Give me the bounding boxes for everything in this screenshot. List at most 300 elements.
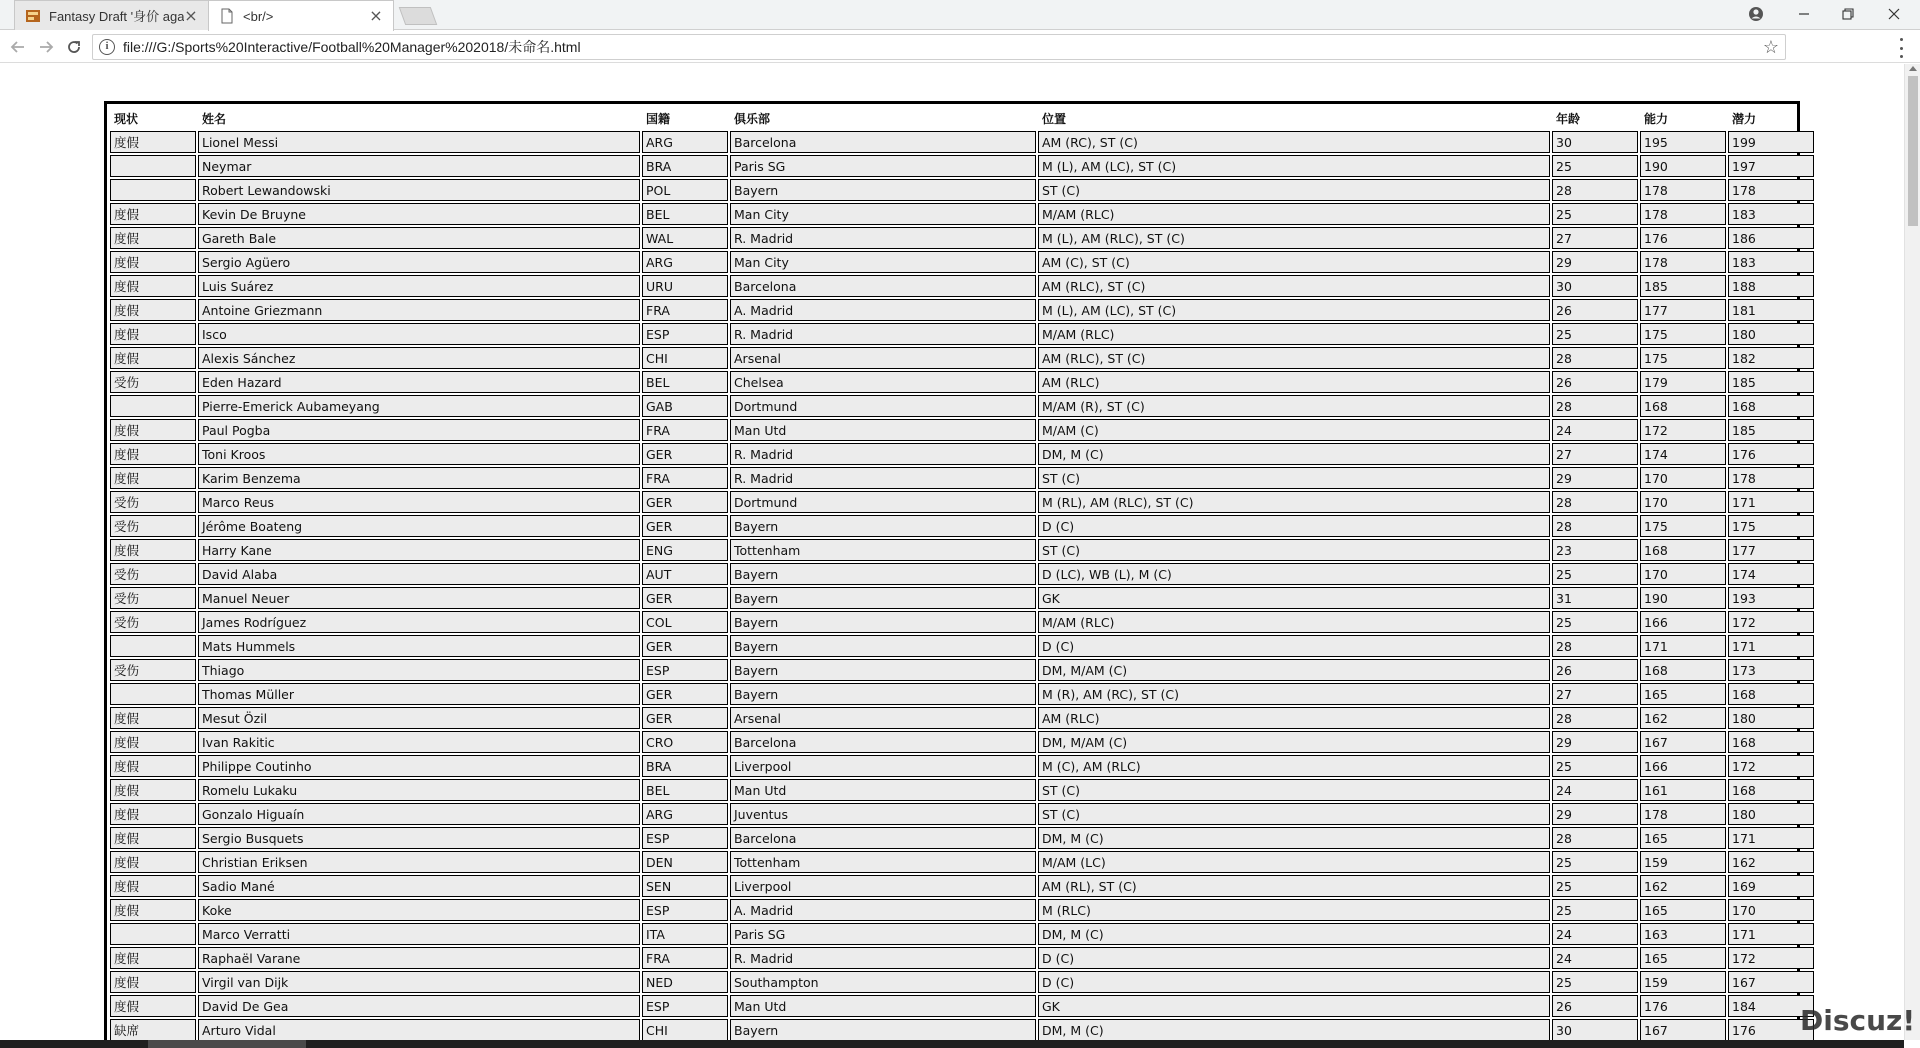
tab-current-page[interactable] (208, 0, 394, 31)
cell-club: Arsenal (730, 347, 1036, 369)
cell-age: 23 (1552, 539, 1638, 561)
cell-name: Isco (198, 323, 640, 345)
cell-age: 29 (1552, 803, 1638, 825)
cell-club: Paris SG (730, 155, 1036, 177)
cell-club: Bayern (730, 611, 1036, 633)
cell-name: Harry Kane (198, 539, 640, 561)
cell-age: 29 (1552, 467, 1638, 489)
table-row (110, 995, 1814, 1017)
scroll-up-icon[interactable] (1909, 66, 1917, 71)
cell-potential: 175 (1728, 515, 1814, 537)
cell-status: 度假 (110, 995, 196, 1017)
cell-position: GK (1038, 995, 1550, 1017)
cell-ability: 159 (1640, 851, 1726, 873)
cell-position: AM (RLC), ST (C) (1038, 347, 1550, 369)
cell-club: Bayern (730, 659, 1036, 681)
cell-status: 度假 (110, 755, 196, 777)
cell-potential: 171 (1728, 923, 1814, 945)
cell-potential: 168 (1728, 779, 1814, 801)
cell-name: Sergio Agüero (198, 251, 640, 273)
cell-status: 度假 (110, 899, 196, 921)
cell-ability: 190 (1640, 155, 1726, 177)
cell-potential: 193 (1728, 587, 1814, 609)
new-tab-button[interactable] (399, 7, 438, 25)
table-row (110, 707, 1814, 729)
cell-age: 28 (1552, 395, 1638, 417)
player-table-container (104, 101, 1800, 1040)
page-viewport (0, 64, 1904, 1040)
cell-status: 受伤 (110, 563, 196, 585)
cell-club: Bayern (730, 563, 1036, 585)
cell-ability: 167 (1640, 1019, 1726, 1040)
cell-ability: 175 (1640, 347, 1726, 369)
table-row (110, 491, 1814, 513)
cell-ability: 178 (1640, 179, 1726, 201)
table-row (110, 227, 1814, 249)
cell-nationality: CHI (642, 1019, 728, 1040)
browser-toolbar (0, 31, 1920, 63)
cell-ability: 178 (1640, 203, 1726, 225)
taskbar-strip (0, 1040, 1904, 1048)
cell-club: A. Madrid (730, 899, 1036, 921)
watermark-logo: Discuz! (1800, 1004, 1916, 1037)
cell-status: 受伤 (110, 587, 196, 609)
cell-club: Tottenham (730, 851, 1036, 873)
cell-name: Gonzalo Higuaín (198, 803, 640, 825)
cell-position: DM, M/AM (C) (1038, 731, 1550, 753)
cell-nationality: BEL (642, 203, 728, 225)
cell-age: 25 (1552, 851, 1638, 873)
cell-potential: 172 (1728, 755, 1814, 777)
cell-club: Arsenal (730, 707, 1036, 729)
cell-age: 26 (1552, 995, 1638, 1017)
cell-age: 25 (1552, 875, 1638, 897)
cell-name: Alexis Sánchez (198, 347, 640, 369)
cell-club: Juventus (730, 803, 1036, 825)
table-row (110, 923, 1814, 945)
cell-status: 受伤 (110, 491, 196, 513)
cell-ability: 167 (1640, 731, 1726, 753)
cell-name: Christian Eriksen (198, 851, 640, 873)
cell-nationality: ESP (642, 659, 728, 681)
forward-arrow-icon[interactable] (36, 37, 56, 57)
cell-position: D (C) (1038, 635, 1550, 657)
cell-age: 25 (1552, 611, 1638, 633)
cell-age: 28 (1552, 515, 1638, 537)
cell-name: Pierre-Emerick Aubameyang (198, 395, 640, 417)
cell-ability: 175 (1640, 323, 1726, 345)
table-row (110, 659, 1814, 681)
cell-age: 28 (1552, 707, 1638, 729)
cell-nationality: SEN (642, 875, 728, 897)
cell-club: Bayern (730, 1019, 1036, 1040)
cell-potential: 180 (1728, 323, 1814, 345)
tab-title: Fantasy Draft '身价 aga (49, 9, 184, 24)
cell-status: 度假 (110, 875, 196, 897)
cell-position: DM, M (C) (1038, 923, 1550, 945)
cell-ability: 170 (1640, 467, 1726, 489)
cell-club: Barcelona (730, 275, 1036, 297)
cell-potential: 183 (1728, 251, 1814, 273)
cell-ability: 175 (1640, 515, 1726, 537)
cell-status: 度假 (110, 731, 196, 753)
cell-nationality: AUT (642, 563, 728, 585)
cell-ability: 165 (1640, 683, 1726, 705)
cell-club: Man Utd (730, 779, 1036, 801)
cell-ability: 170 (1640, 563, 1726, 585)
cell-status: 缺席 (110, 1019, 196, 1040)
cell-name: Kevin De Bruyne (198, 203, 640, 225)
table-row (110, 779, 1814, 801)
column-header-position: 位置 (1042, 111, 1067, 126)
cell-position: M (C), AM (RLC) (1038, 755, 1550, 777)
cell-name: Arturo Vidal (198, 1019, 640, 1040)
column-header-status: 现状 (114, 111, 139, 126)
cell-status: 受伤 (110, 659, 196, 681)
cell-club: Bayern (730, 515, 1036, 537)
cell-club: R. Madrid (730, 227, 1036, 249)
vertical-scrollbar[interactable] (1904, 64, 1920, 1040)
cell-nationality: ARG (642, 803, 728, 825)
cell-age: 29 (1552, 731, 1638, 753)
cell-ability: 162 (1640, 875, 1726, 897)
column-header-club: 俱乐部 (734, 111, 771, 126)
cell-ability: 163 (1640, 923, 1726, 945)
cell-potential: 168 (1728, 731, 1814, 753)
profile-icon[interactable] (1734, 0, 1778, 28)
cell-club: Bayern (730, 635, 1036, 657)
cell-ability: 166 (1640, 755, 1726, 777)
cell-potential: 162 (1728, 851, 1814, 873)
cell-potential: 171 (1728, 635, 1814, 657)
cell-name: Lionel Messi (198, 131, 640, 153)
table-row (110, 443, 1814, 465)
cell-club: Man City (730, 251, 1036, 273)
cell-age: 24 (1552, 923, 1638, 945)
tab-title: <br/> (243, 8, 274, 24)
table-row (110, 803, 1814, 825)
cell-name: Sadio Mané (198, 875, 640, 897)
tab-fantasy-draft[interactable] (14, 0, 209, 30)
cell-ability: 171 (1640, 635, 1726, 657)
cell-name: Philippe Coutinho (198, 755, 640, 777)
cell-age: 30 (1552, 275, 1638, 297)
cell-nationality: CRO (642, 731, 728, 753)
cell-club: Southampton (730, 971, 1036, 993)
cell-potential: 167 (1728, 971, 1814, 993)
cell-ability: 165 (1640, 947, 1726, 969)
table-row (110, 635, 1814, 657)
cell-status: 度假 (110, 443, 196, 465)
cell-name: Thiago (198, 659, 640, 681)
cell-potential: 171 (1728, 827, 1814, 849)
cell-age: 27 (1552, 443, 1638, 465)
cell-nationality: BEL (642, 371, 728, 393)
cell-club: R. Madrid (730, 443, 1036, 465)
address-bar[interactable] (92, 34, 1786, 60)
cell-nationality: GER (642, 587, 728, 609)
cell-club: Barcelona (730, 731, 1036, 753)
cell-club: Barcelona (730, 827, 1036, 849)
cell-status: 度假 (110, 131, 196, 153)
cell-name: Virgil van Dijk (198, 971, 640, 993)
cell-age: 31 (1552, 587, 1638, 609)
table-row (110, 683, 1814, 705)
close-tab-icon[interactable]: × (184, 5, 198, 25)
cell-position: M/AM (LC) (1038, 851, 1550, 873)
cell-status: 度假 (110, 827, 196, 849)
cell-status: 度假 (110, 539, 196, 561)
cell-position: M (L), AM (LC), ST (C) (1038, 155, 1550, 177)
table-row (110, 155, 1814, 177)
cell-status (110, 683, 196, 705)
cell-ability: 162 (1640, 707, 1726, 729)
tab-strip (0, 0, 1920, 30)
cell-potential: 185 (1728, 419, 1814, 441)
table-row (110, 851, 1814, 873)
cell-position: D (C) (1038, 515, 1550, 537)
table-row (110, 731, 1814, 753)
cell-name: Luis Suárez (198, 275, 640, 297)
cell-position: M (RL), AM (RLC), ST (C) (1038, 491, 1550, 513)
bookmark-star-icon[interactable]: ☆ (1762, 37, 1779, 57)
scrollbar-thumb[interactable] (1908, 76, 1918, 226)
cell-nationality: ENG (642, 539, 728, 561)
cell-nationality: NED (642, 971, 728, 993)
cell-name: Toni Kroos (198, 443, 640, 465)
cell-club: R. Madrid (730, 947, 1036, 969)
cell-potential: 197 (1728, 155, 1814, 177)
table-row (110, 203, 1814, 225)
cell-ability: 195 (1640, 131, 1726, 153)
cell-age: 29 (1552, 251, 1638, 273)
table-row (110, 1019, 1814, 1040)
cell-age: 25 (1552, 971, 1638, 993)
cell-nationality: FRA (642, 947, 728, 969)
cell-age: 30 (1552, 1019, 1638, 1040)
cell-position: AM (RC), ST (C) (1038, 131, 1550, 153)
cell-status: 受伤 (110, 371, 196, 393)
cell-position: ST (C) (1038, 179, 1550, 201)
column-header-ability: 能力 (1644, 111, 1669, 126)
cell-position: DM, M (C) (1038, 443, 1550, 465)
restore-icon[interactable] (1826, 0, 1870, 28)
cell-age: 26 (1552, 659, 1638, 681)
cell-name: Robert Lewandowski (198, 179, 640, 201)
table-row (110, 539, 1814, 561)
cell-nationality: ESP (642, 899, 728, 921)
cell-status (110, 635, 196, 657)
cell-nationality: GER (642, 635, 728, 657)
cell-position: D (LC), WB (L), M (C) (1038, 563, 1550, 585)
cell-position: DM, M (C) (1038, 1019, 1550, 1040)
page-info-icon[interactable]: i (99, 39, 115, 55)
cell-status: 度假 (110, 323, 196, 345)
cell-nationality: ESP (642, 323, 728, 345)
close-tab-icon[interactable]: × (369, 6, 383, 25)
close-window-icon[interactable] (1872, 0, 1916, 28)
cell-potential: 170 (1728, 899, 1814, 921)
table-row (110, 899, 1814, 921)
cell-status: 度假 (110, 347, 196, 369)
cell-age: 28 (1552, 347, 1638, 369)
cell-position: AM (RLC) (1038, 371, 1550, 393)
table-row (110, 299, 1814, 321)
cell-age: 25 (1552, 899, 1638, 921)
table-row (110, 371, 1814, 393)
cell-ability: 178 (1640, 803, 1726, 825)
reload-icon[interactable] (64, 37, 84, 57)
cell-ability: 168 (1640, 539, 1726, 561)
cell-nationality: GER (642, 491, 728, 513)
minimize-icon[interactable] (1782, 0, 1826, 28)
cell-position: ST (C) (1038, 539, 1550, 561)
table-row (110, 395, 1814, 417)
browser-menu-icon[interactable] (1896, 38, 1906, 58)
cell-name: Sergio Busquets (198, 827, 640, 849)
cell-potential: 168 (1728, 395, 1814, 417)
table-row (110, 611, 1814, 633)
cell-position: M/AM (RLC) (1038, 203, 1550, 225)
cell-age: 24 (1552, 779, 1638, 801)
cell-age: 28 (1552, 491, 1638, 513)
cell-ability: 170 (1640, 491, 1726, 513)
cell-status: 度假 (110, 251, 196, 273)
cell-ability: 179 (1640, 371, 1726, 393)
cell-nationality: FRA (642, 419, 728, 441)
cell-position: M (RLC) (1038, 899, 1550, 921)
cell-potential: 168 (1728, 683, 1814, 705)
column-header-name: 姓名 (202, 111, 227, 126)
cell-status: 度假 (110, 803, 196, 825)
cell-potential: 182 (1728, 347, 1814, 369)
cell-nationality: GAB (642, 395, 728, 417)
cell-name: Ivan Rakitic (198, 731, 640, 753)
cell-potential: 180 (1728, 707, 1814, 729)
cell-club: Bayern (730, 179, 1036, 201)
cell-position: M/AM (C) (1038, 419, 1550, 441)
cell-age: 25 (1552, 203, 1638, 225)
table-row (110, 467, 1814, 489)
cell-potential: 174 (1728, 563, 1814, 585)
cell-ability: 165 (1640, 899, 1726, 921)
column-header-potential: 潜力 (1732, 111, 1757, 126)
cell-potential: 172 (1728, 947, 1814, 969)
cell-age: 24 (1552, 947, 1638, 969)
cell-nationality: FRA (642, 467, 728, 489)
cell-ability: 176 (1640, 227, 1726, 249)
cell-position: M (L), AM (LC), ST (C) (1038, 299, 1550, 321)
cell-age: 25 (1552, 563, 1638, 585)
cell-nationality: ESP (642, 827, 728, 849)
cell-ability: 166 (1640, 611, 1726, 633)
cell-age: 26 (1552, 371, 1638, 393)
cell-name: Neymar (198, 155, 640, 177)
cell-nationality: GER (642, 683, 728, 705)
table-row (110, 323, 1814, 345)
table-row (110, 347, 1814, 369)
cell-status: 度假 (110, 851, 196, 873)
column-header-nationality: 国籍 (646, 111, 671, 126)
cell-status: 度假 (110, 707, 196, 729)
cell-age: 28 (1552, 635, 1638, 657)
cell-potential: 181 (1728, 299, 1814, 321)
table-row (110, 587, 1814, 609)
cell-status: 度假 (110, 419, 196, 441)
cell-nationality: BRA (642, 155, 728, 177)
cell-club: Man City (730, 203, 1036, 225)
cell-position: ST (C) (1038, 467, 1550, 489)
cell-club: R. Madrid (730, 467, 1036, 489)
cell-status: 受伤 (110, 611, 196, 633)
player-table (108, 105, 1816, 1040)
cell-age: 25 (1552, 323, 1638, 345)
cell-position: ST (C) (1038, 779, 1550, 801)
cell-ability: 176 (1640, 995, 1726, 1017)
cell-potential: 178 (1728, 179, 1814, 201)
cell-ability: 168 (1640, 659, 1726, 681)
cell-nationality: BEL (642, 779, 728, 801)
cell-age: 28 (1552, 179, 1638, 201)
cell-name: Gareth Bale (198, 227, 640, 249)
cell-status: 度假 (110, 467, 196, 489)
cell-potential: 184 (1728, 995, 1814, 1017)
cell-potential: 185 (1728, 371, 1814, 393)
cell-position: AM (RLC), ST (C) (1038, 275, 1550, 297)
cell-club: Barcelona (730, 131, 1036, 153)
cell-club: Chelsea (730, 371, 1036, 393)
cell-potential: 178 (1728, 467, 1814, 489)
cell-potential: 183 (1728, 203, 1814, 225)
cell-name: Raphaël Varane (198, 947, 640, 969)
cell-name: Paul Pogba (198, 419, 640, 441)
cell-ability: 159 (1640, 971, 1726, 993)
cell-nationality: BRA (642, 755, 728, 777)
taskbar-segment (148, 1040, 306, 1048)
back-arrow-icon[interactable] (8, 37, 28, 57)
cell-nationality: DEN (642, 851, 728, 873)
cell-club: Dortmund (730, 491, 1036, 513)
cell-status (110, 179, 196, 201)
cell-ability: 185 (1640, 275, 1726, 297)
cell-age: 27 (1552, 683, 1638, 705)
cell-ability: 165 (1640, 827, 1726, 849)
table-row (110, 827, 1814, 849)
cell-club: Liverpool (730, 755, 1036, 777)
cell-position: D (C) (1038, 971, 1550, 993)
table-row (110, 563, 1814, 585)
table-row (110, 971, 1814, 993)
cell-position: DM, M/AM (C) (1038, 659, 1550, 681)
cell-status: 受伤 (110, 515, 196, 537)
column-header-age: 年龄 (1556, 111, 1581, 126)
document-icon (219, 8, 235, 24)
table-row (110, 251, 1814, 273)
cell-club: Man Utd (730, 995, 1036, 1017)
cell-status: 度假 (110, 227, 196, 249)
cell-status: 度假 (110, 275, 196, 297)
cell-name: Karim Benzema (198, 467, 640, 489)
table-row (110, 947, 1814, 969)
cell-position: AM (RL), ST (C) (1038, 875, 1550, 897)
cell-position: AM (RLC) (1038, 707, 1550, 729)
cell-name: Marco Verratti (198, 923, 640, 945)
cell-nationality: ARG (642, 251, 728, 273)
cell-ability: 178 (1640, 251, 1726, 273)
cell-age: 24 (1552, 419, 1638, 441)
cell-name: Jérôme Boateng (198, 515, 640, 537)
cell-nationality: FRA (642, 299, 728, 321)
